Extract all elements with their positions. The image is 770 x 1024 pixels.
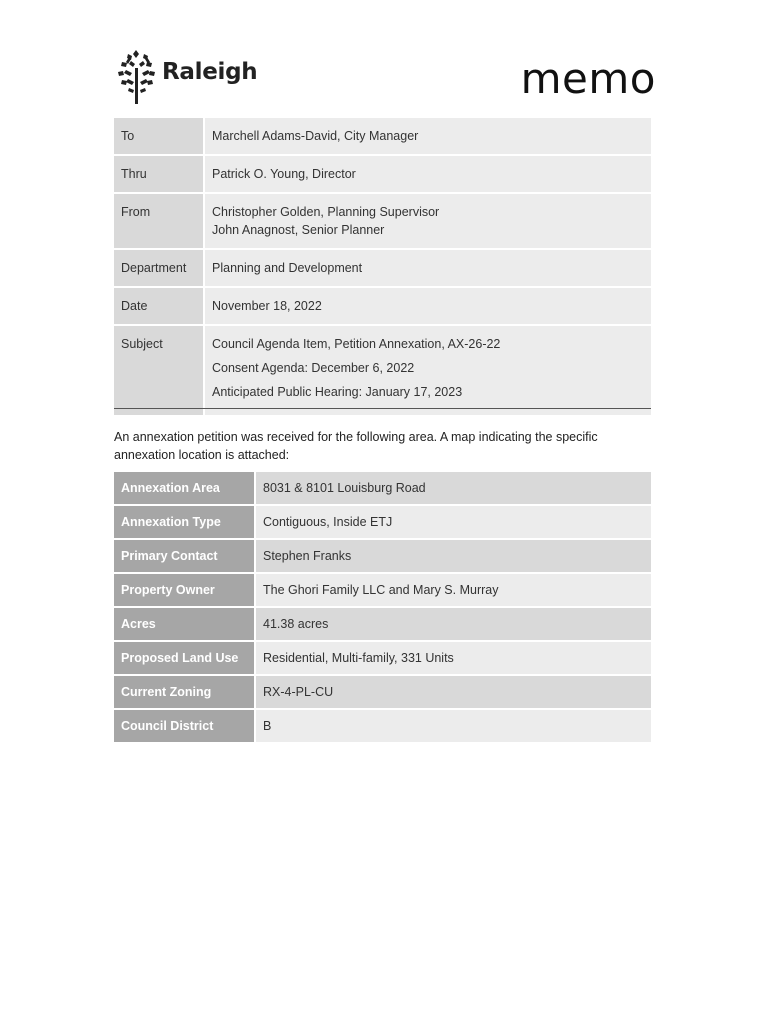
section-divider	[114, 408, 651, 409]
detail-label: Proposed Land Use	[114, 642, 254, 676]
table-row	[114, 710, 651, 744]
detail-value: Stephen Franks	[254, 540, 651, 574]
table-row	[114, 574, 651, 608]
memo-value	[203, 156, 651, 194]
memo-row-date	[114, 288, 651, 326]
table-row	[114, 506, 651, 540]
memo-value	[203, 326, 651, 417]
memo-value-line: John Anagnost, Senior Planner	[212, 223, 385, 237]
detail-value: B	[254, 710, 651, 744]
detail-label: Council District	[114, 710, 254, 744]
memo-row-department	[114, 250, 651, 288]
table-row	[114, 608, 651, 642]
logo-text: Raleigh	[162, 59, 258, 85]
memo-value	[203, 250, 651, 288]
detail-label: Current Zoning	[114, 676, 254, 710]
oak-tree-icon	[114, 46, 160, 108]
table-row	[114, 642, 651, 676]
memo-value-line: Council Agenda Item, Petition Annexation, AX-26-22	[212, 337, 501, 351]
memo-row-from	[114, 194, 651, 250]
detail-label: Acres	[114, 608, 254, 642]
memo-value-line: November 18, 2022	[212, 299, 322, 313]
intro-paragraph: An annexation petition was received for the following area. A map indicating the specific annexation location is attached:	[114, 430, 598, 462]
raleigh-logo	[114, 46, 264, 108]
memo-row-to	[114, 118, 651, 156]
detail-value: 8031 & 8101 Louisburg Road	[254, 472, 651, 506]
memo-value-line: Consent Agenda: December 6, 2022	[212, 361, 415, 375]
detail-value: The Ghori Family LLC and Mary S. Murray	[254, 574, 651, 608]
memo-value-line: Anticipated Public Hearing: January 17, 2023	[212, 385, 463, 399]
memo-label: Department	[114, 250, 203, 288]
memo-value-line: Patrick O. Young, Director	[212, 167, 356, 181]
memo-value-line: Planning and Development	[212, 261, 363, 275]
memo-label: Subject	[114, 326, 203, 417]
detail-value: 41.38 acres	[254, 608, 651, 642]
detail-label: Annexation Area	[114, 472, 254, 506]
detail-value: Contiguous, Inside ETJ	[254, 506, 651, 540]
memo-row-subject	[114, 326, 651, 417]
memo-value-line: Marchell Adams-David, City Manager	[212, 129, 419, 143]
annexation-details-table	[114, 472, 651, 744]
table-row	[114, 676, 651, 710]
detail-label: Primary Contact	[114, 540, 254, 574]
memo-header-table	[114, 118, 651, 417]
memo-value	[203, 194, 651, 250]
memo-label: From	[114, 194, 203, 250]
detail-value: RX-4-PL-CU	[254, 676, 651, 710]
memo-label: Thru	[114, 156, 203, 194]
memo-label: To	[114, 118, 203, 156]
document-title: memo	[520, 54, 656, 103]
memo-label: Date	[114, 288, 203, 326]
table-row	[114, 540, 651, 574]
memo-row-thru	[114, 156, 651, 194]
detail-label: Annexation Type	[114, 506, 254, 540]
memo-value	[203, 118, 651, 156]
detail-label: Property Owner	[114, 574, 254, 608]
detail-value: Residential, Multi-family, 331 Units	[254, 642, 651, 676]
table-row	[114, 472, 651, 506]
memo-value-line: Christopher Golden, Planning Supervisor	[212, 205, 440, 219]
memo-value	[203, 288, 651, 326]
